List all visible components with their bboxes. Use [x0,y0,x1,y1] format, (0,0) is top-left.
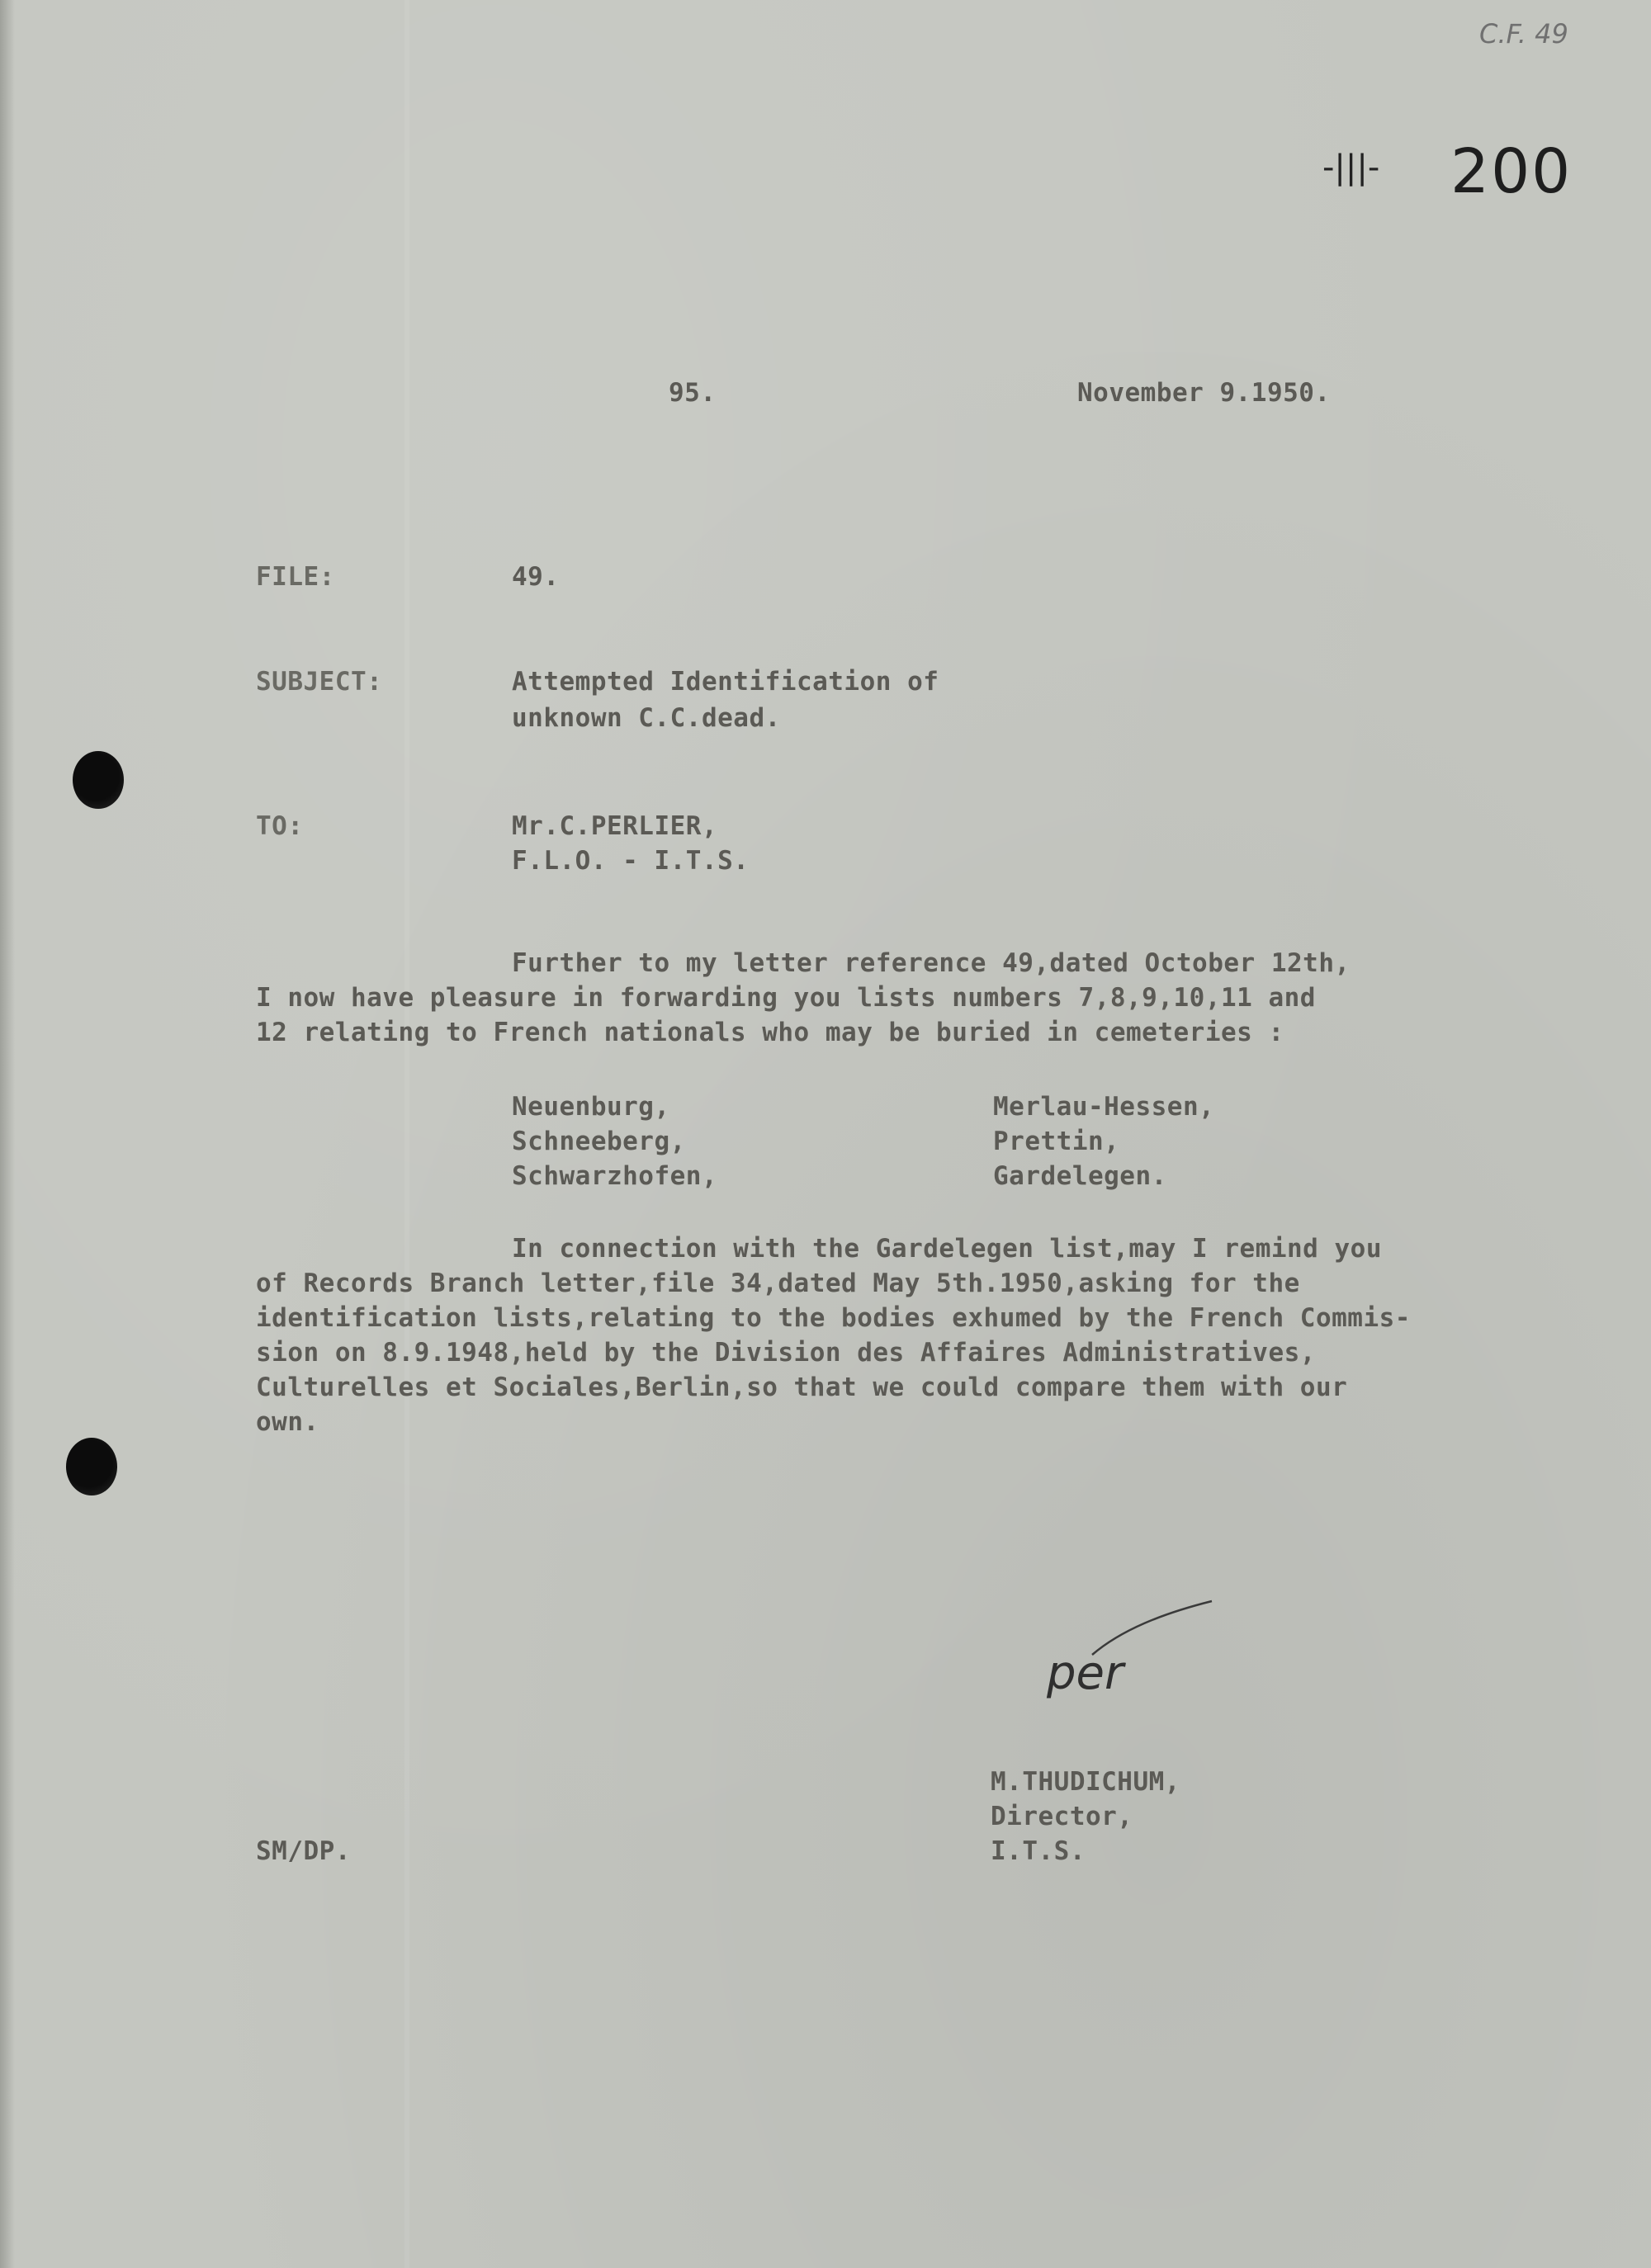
paragraph-2-line-4: sion on 8.9.1948,held by the Division des Affaires Administratives, [256,1338,1316,1368]
corner-reference: C.F. 49 [1479,18,1568,50]
punch-hole-bottom [66,1438,117,1495]
letter-date: November 9.1950. [1077,378,1331,408]
paragraph-2-line-3: identification lists,relating to the bodies exhumed by the French Commis- [256,1303,1411,1333]
file-label: FILE: [256,562,335,592]
punch-hole-top [73,751,124,809]
signatory-name: M.THUDICHUM, [991,1767,1180,1797]
to-label: TO: [256,811,304,841]
paper-edge [0,0,15,2268]
cemetery-right-1: Merlau-Hessen, [993,1092,1215,1122]
paragraph-1-line-3: 12 relating to French nationals who may be buried in cemeteries : [256,1018,1284,1047]
paragraph-2-line-5: Culturelles et Sociales,Berlin,so that we could compare them with our [256,1373,1348,1402]
subject-label: SUBJECT: [256,667,383,697]
subject-line-1: Attempted Identification of [512,667,939,697]
subject-line-2: unknown C.C.dead. [512,703,781,733]
paragraph-2-line-1: In connection with the Gardelegen list,may I remind you [512,1234,1382,1264]
stamp-number: 200 [1450,136,1573,207]
signature-initials: per [1047,1647,1124,1700]
signatory-org: I.T.S. [991,1836,1086,1866]
cemetery-left-1: Neuenburg, [512,1092,670,1122]
paragraph-1-line-2: I now have pleasure in forwarding you lists numbers 7,8,9,10,11 and [256,983,1316,1013]
cemetery-left-2: Schneeberg, [512,1127,686,1156]
recipient-name: Mr.C.PERLIER, [512,811,718,841]
recipient-office: F.L.O. - I.T.S. [512,846,750,876]
signatory-title: Director, [991,1802,1133,1831]
paragraph-2-line-2: of Records Branch letter,file 34,dated May 5th.1950,asking for the [256,1269,1300,1298]
cemetery-right-3: Gardelegen. [993,1161,1167,1191]
cemetery-left-3: Schwarzhofen, [512,1161,718,1191]
cemetery-right-2: Prettin, [993,1127,1120,1156]
paragraph-1-line-1: Further to my letter reference 49,dated October 12th, [512,948,1351,978]
paragraph-2-line-6: own. [256,1407,319,1437]
typist-reference: SM/DP. [256,1836,351,1866]
reference-number: 95. [669,378,717,408]
file-value: 49. [512,562,560,592]
signature-stroke [1088,1597,1220,1663]
paper-fold [404,0,409,2268]
stamp-mark: -|||- [1322,149,1380,187]
